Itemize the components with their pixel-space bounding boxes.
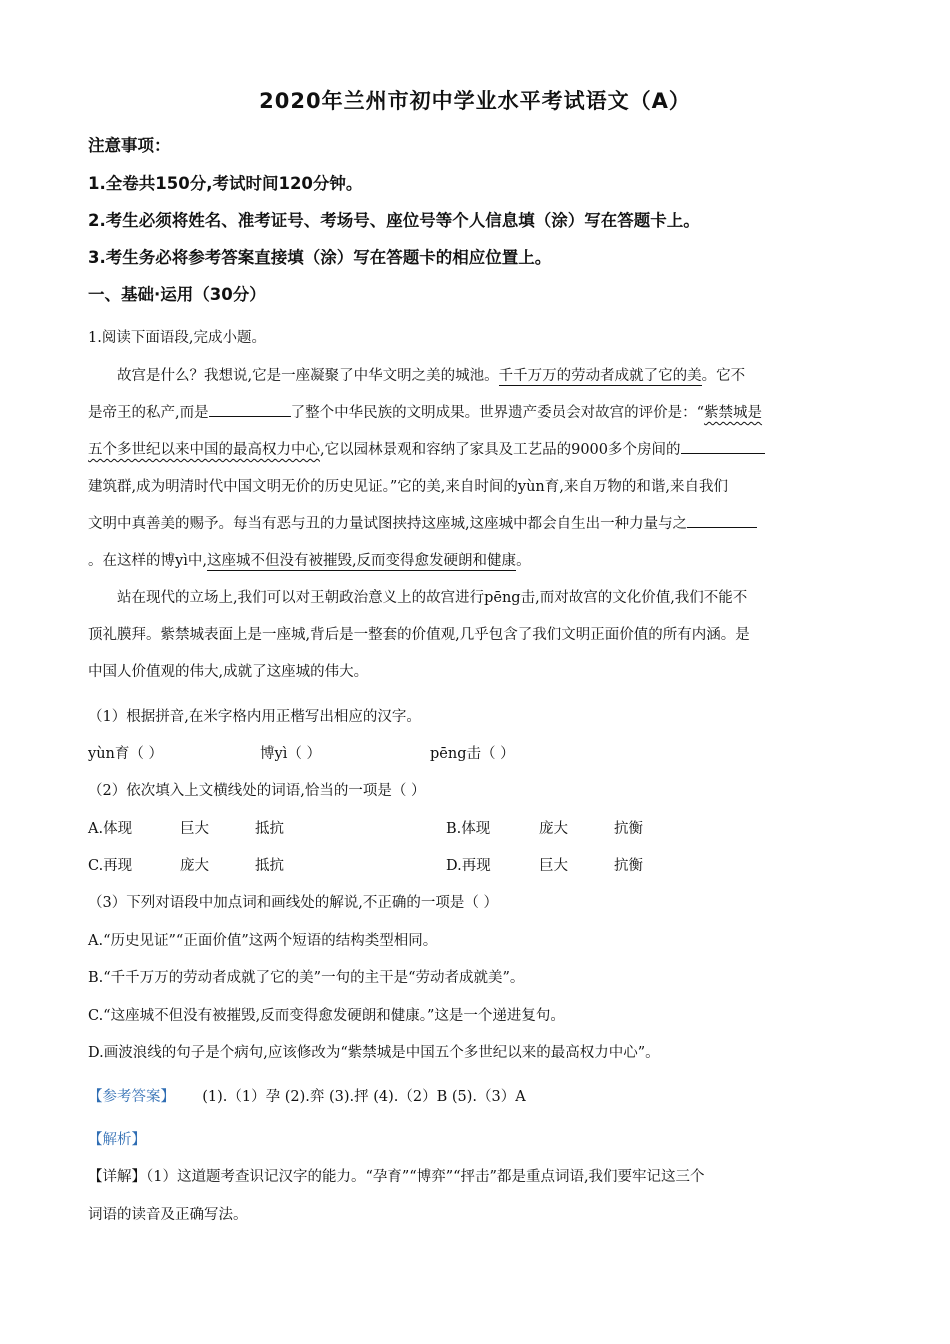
passage-text: 。在这样的博yì中, <box>88 553 207 569</box>
passage-line: 建筑群,成为明清时代中国文明无价的历史见证。”它的美,来自时间的yùn育,来自万物的和谐,来自我们 <box>88 479 728 495</box>
passage <box>88 358 860 691</box>
answer-label: 【参考答案】 <box>88 1089 175 1105</box>
notice-heading: 注意事项： <box>88 136 171 155</box>
passage-text: 。 <box>516 553 531 569</box>
option-a-word-1: A.体现 <box>88 821 133 837</box>
option-b-word-1: B.体现 <box>446 821 491 837</box>
answer-row <box>88 1085 526 1106</box>
subquestion-3-option-b: B.“千千万万的劳动者成就了它的美”一句的主干是“劳动者成就美”。 <box>88 970 525 986</box>
notice-item-3: 3.考生务必将参考答案直接填（涂）写在答题卡的相应位置上。 <box>88 248 552 267</box>
option-a-word-2: 巨大 <box>180 821 209 837</box>
detail-line-2: 词语的读音及正确写法。 <box>88 1207 248 1223</box>
option-d-word-3: 抗衡 <box>614 858 643 874</box>
passage-text: ,它以园林景观和容纳了家具及工艺品的9000多个房间的 <box>320 442 681 458</box>
question-intro: 1.阅读下面语段,完成小题。 <box>88 330 266 346</box>
passage-line <box>88 358 860 395</box>
passage-line: 顶礼膜拜。紫禁城表面上是一座城,背后是一整套的价值观,几乎包含了我们文明正面价值的所有内涵。是 <box>88 627 750 643</box>
pinyin-item-1: yùn育（ ） <box>88 746 163 762</box>
underlined-sentence: 千千万万的劳动者成就了它的美 <box>498 368 702 384</box>
passage-line <box>88 432 860 469</box>
option-d-word-1: D.再现 <box>446 858 491 874</box>
subquestion-3-option-d: D.画波浪线的句子是个病句,应该修改为“紫禁城是中国五个多世纪以来的最高权力中心”。 <box>88 1045 660 1061</box>
answer-text: (1).（1）孕 (2).弈 (3).抨 (4).（2）B (5).（3）A <box>202 1089 526 1105</box>
subquestion-3-prompt: （3）下列对语段中加点词和画线处的解说,不正确的一项是（ ） <box>88 895 498 911</box>
passage-text: 。它不 <box>701 368 746 384</box>
subquestion-3-option-a: A.“历史见证”“正面价值”这两个短语的结构类型相同。 <box>88 933 438 949</box>
pinyin-item-3: pēng击（ ） <box>430 746 515 762</box>
detail-line-1: 【详解】（1）这道题考查识记汉字的能力。“孕育”“博弈”“抨击”都是重点词语,我们要牢记这三个 <box>88 1169 705 1185</box>
wavy-sentence: 五个多世纪以来中国的最高权力中心 <box>88 442 320 458</box>
subquestion-1-prompt: （1）根据拼音,在米字格内用正楷写出相应的汉字。 <box>88 709 421 725</box>
option-b-word-2: 庞大 <box>539 821 568 837</box>
passage-text: 故宫是什么？我想说,它是一座凝聚了中华文明之美的城池。 <box>117 368 499 384</box>
passage-line <box>88 506 860 543</box>
fill-blank-3 <box>687 526 757 528</box>
passage-text: 了整个中华民族的文明成果。世界遗产委员会对故宫的评价是：“ <box>290 405 705 421</box>
analysis-label: 【解析】 <box>88 1132 146 1148</box>
notice-item-2: 2.考生必须将姓名、准考证号、考场号、座位号等个人信息填（涂）写在答题卡上。 <box>88 211 700 230</box>
passage-text: 是帝王的私产,而是 <box>88 405 209 421</box>
wavy-sentence: 紫禁城是 <box>704 405 763 421</box>
subquestion-2-prompt: （2）依次填入上文横线处的词语,恰当的一项是（ ） <box>88 783 426 799</box>
passage-line: 中国人价值观的伟大,成就了这座城的伟大。 <box>88 664 369 680</box>
option-a-word-3: 抵抗 <box>255 821 284 837</box>
option-c-word-2: 庞大 <box>180 858 209 874</box>
passage-line: 站在现代的立场上,我们可以对王朝政治意义上的故宫进行pēng击,而对故宫的文化价值,我们不能不 <box>117 590 748 606</box>
pinyin-item-2: 博yì（ ） <box>260 746 321 762</box>
option-c-word-3: 抵抗 <box>255 858 284 874</box>
fill-blank-1 <box>209 415 291 417</box>
passage-text: 文明中真善美的赐予。每当有恶与丑的力量试图挟持这座城,这座城中都会自生出一种力量与之 <box>88 516 688 532</box>
option-d-word-2: 巨大 <box>539 858 568 874</box>
section-heading: 一、基础·运用（30分） <box>88 285 266 304</box>
subquestion-3-option-c: C.“这座城不但没有被摧毁,反而变得愈发硬朗和健康。”这是一个递进复句。 <box>88 1008 565 1024</box>
option-b-word-3: 抗衡 <box>614 821 643 837</box>
option-c-word-1: C.再现 <box>88 858 133 874</box>
fill-blank-2 <box>681 452 765 454</box>
underlined-sentence: 这座城不但没有被摧毁,反而变得愈发硬朗和健康 <box>206 553 517 569</box>
notice-item-1: 1.全卷共150分,考试时间120分钟。 <box>88 174 363 193</box>
passage-line <box>88 395 860 432</box>
exam-title: 2020年兰州市初中学业水平考试语文（A） <box>259 89 691 113</box>
passage-line <box>88 543 860 580</box>
